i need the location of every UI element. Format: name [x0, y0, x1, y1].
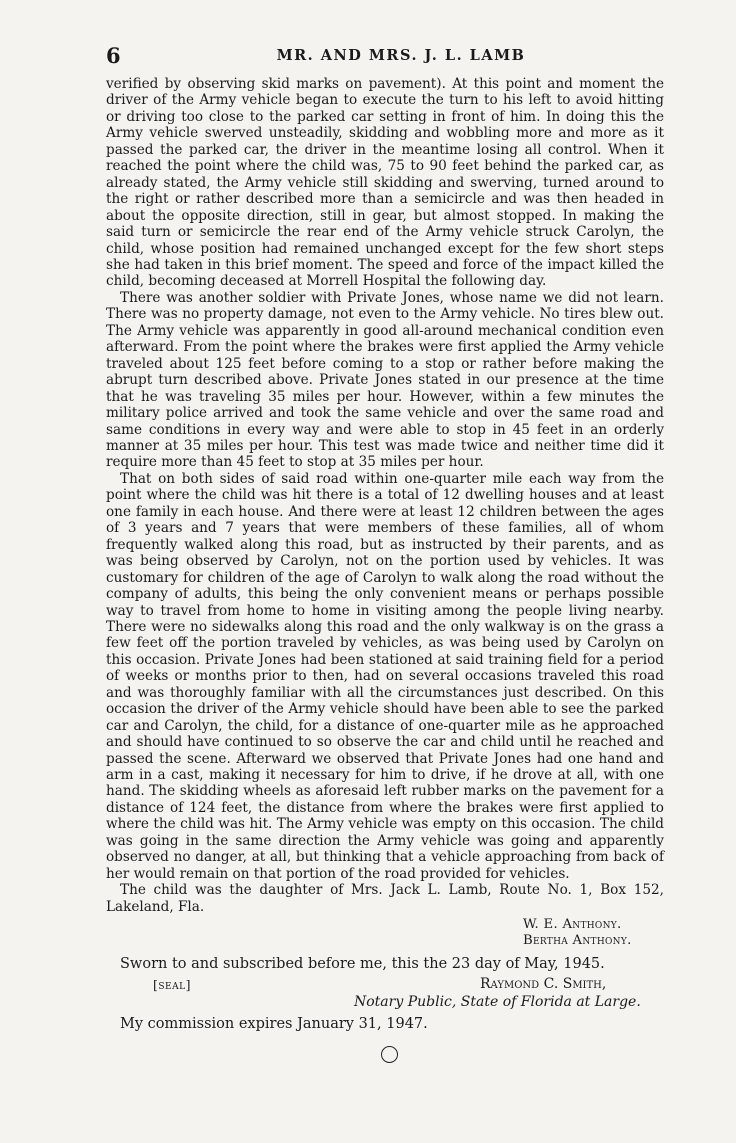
notary-title: Notary Public, State of Florida at Large.: [354, 994, 641, 1010]
affidavit-body: [106, 76, 664, 915]
running-head: MR. AND MRS. J. L. LAMB: [276, 47, 526, 64]
signature-line: W. E. Anthony.: [523, 917, 622, 932]
jurat-text: Sworn to and subscribed before me, this the 23 day of May, 1945.: [120, 956, 605, 972]
notary-name: Raymond C. Smith,: [480, 976, 607, 992]
paragraph: That on both sides of said road within one-quarter mile each way from the point where the child was hit there is a total of 12 dwelling houses and at least one family in each house. And there were at least 12 children between the ages of 3 years and 7 years that were members of these families, all of whom frequently walked along this road, but as instructed by their parents, and as was being observed by Carolyn, not on the portion used by vehicles. It was customary for children of the age of Carolyn to walk along the road without the company of adults, this being the only convenient means or perhaps possible way to travel from home to home in visiting among the people living nearby. There were no sidewalks along this road and the only walkway is on the grass a few feet off the portion traveled by vehicles, as was being used by Carolyn on this occasion. Private Jones had been stationed at said training field for a period of weeks or months prior to then, had on several occasions traveled this road and was thoroughly familiar with all the circumstances just described. On this occasion the driver of the Army vehicle should have been able to see the parked car and Carolyn, the child, for a distance of one-quarter mile as he approached and should have continued to so observe the car and child until he reached and passed the scene. Afterward we observed that Private Jones had one hand and arm in a cast, making it necessary for him to drive, if he drove at all, with one hand. The skidding wheels as aforesaid left rubber marks on the pavement for a distance of 124 feet, the distance from where the brakes were first applied to where the child was hit. The Army vehicle was empty on this occasion. The child was going in the same direction the Army vehicle was going and apparently observed no danger, at all, but thinking that a vehicle approaching from back of her would remain on that portion of the road provided for vehicles.: [106, 470, 664, 882]
signature-block: [523, 917, 632, 949]
page-number: 6: [106, 43, 121, 68]
paragraph: verified by observing skid marks on pavement). At this point and moment the driver of the Army vehicle began to execute the turn to his left to avoid hitting or driving too close to the parked car setting in front of him. In doing this the Army vehicle swerved unsteadily, skidding and wobbling more and more as it passed the parked car, the driver in the meantime losing all control. When it reached the point where the child was, 75 to 90 feet behind the parked car, as already stated, the Army vehicle still skidding and swerving, turned around to the right or rather described more than a semicircle and was then headed in about the opposite direction, still in gear, but almost stopped. In making the said turn or semicircle the rear end of the Army vehicle struck Carolyn, the child, whose position had remained unchanged except for the few short steps she had taken in this brief moment. The speed and force of the impact killed the child, becoming deceased at Morrell Hospital the following day.: [106, 76, 664, 290]
seal-mark: [seal]: [153, 977, 191, 992]
commission-expiry: My commission expires January 31, 1947.: [120, 1016, 428, 1032]
page-header: [106, 44, 666, 68]
end-circle-mark: [381, 1046, 398, 1063]
paragraph: The child was the daughter of Mrs. Jack L. Lamb, Route No. 1, Box 152, Lakeland, Fla.: [106, 882, 664, 915]
signature-line: Bertha Anthony.: [523, 933, 632, 948]
paragraph: There was another soldier with Private Jones, whose name we did not learn. There was no property damage, not even to the Army vehicle. No tires blew out. The Army vehicle was apparently in good all-around mechanical condition even afterward. From the point where the brakes were first applied the Army vehicle traveled about 125 feet before coming to a stop or rather before making the abrupt turn described above. Private Jones stated in our presence at the time that he was traveling 35 miles per hour. However, within a few minutes the military police arrived and took the same vehicle and over the same road and same conditions in every way and were able to stop in 45 feet in an orderly manner at 35 miles per hour. This test was made twice and neither time did it require more than 45 feet to stop at 35 miles per hour.: [106, 289, 664, 471]
